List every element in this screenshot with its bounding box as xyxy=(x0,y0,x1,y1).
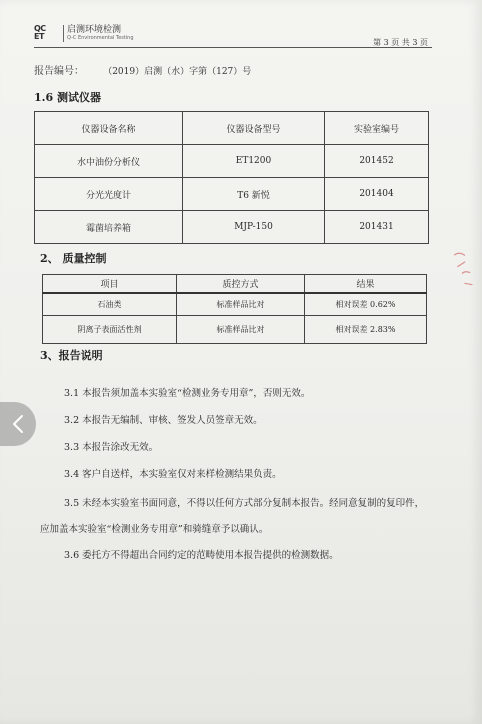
column-header: 仪器设备名称 xyxy=(35,112,183,145)
table-cell: 201404 xyxy=(325,178,429,211)
table-row xyxy=(35,145,429,178)
section-title-notes: 3、报告说明 xyxy=(40,349,103,362)
column-header: 质控方式 xyxy=(177,275,305,294)
company-subtitle: Q-C Environmental Testing xyxy=(67,34,134,41)
note-item: 3.6 委托方不得超出合同约定的范畴使用本报告提供的检测数据。 xyxy=(64,549,339,561)
logo-mark: QC ET xyxy=(34,24,46,41)
table-header-row xyxy=(35,112,429,145)
table-cell: 石油类 xyxy=(43,293,177,316)
company-logo xyxy=(34,24,134,42)
table-cell: MJP-150 xyxy=(183,211,325,244)
note-item: 3.5 未经本实验室书面同意，不得以任何方式部分复制本报告。经同意复制的复印件，应加盖本实验室“检测业务专用章”和骑缝章予以确认。 xyxy=(40,497,425,535)
seal-stamp-icon xyxy=(449,246,482,294)
table-cell: 201431 xyxy=(325,211,429,244)
note-item: 3.3 本报告涂改无效。 xyxy=(64,441,159,453)
section-title-quality-control: 2、 质量控制 xyxy=(40,252,107,265)
report-number xyxy=(34,62,251,77)
quality-control-table xyxy=(42,274,427,344)
table-cell: 分光光度计 xyxy=(35,178,183,211)
table-row xyxy=(35,211,429,244)
report-number-label: 报告编号： xyxy=(34,66,84,77)
company-name: 启测环境检测 xyxy=(67,24,122,35)
table-cell: 阴离子表面活性剂 xyxy=(43,316,177,344)
table-row xyxy=(35,178,429,211)
chevron-left-icon xyxy=(11,414,25,434)
table-cell: T6 新悦 xyxy=(183,178,325,211)
column-header: 项目 xyxy=(43,275,177,294)
table-cell: 201452 xyxy=(325,145,429,178)
table-cell: 标准样品比对 xyxy=(177,293,305,316)
table-cell: ET1200 xyxy=(183,145,325,178)
note-item: 3.1 本报告须加盖本实验室“检测业务专用章”，否则无效。 xyxy=(64,387,311,399)
table-row xyxy=(43,293,427,316)
column-header: 结果 xyxy=(305,275,427,294)
section-title-instruments: 1.6 测试仪器 xyxy=(34,91,101,104)
header-divider xyxy=(34,47,432,48)
table-cell: 相对误差 2.83% xyxy=(305,316,427,344)
table-cell: 霉菌培养箱 xyxy=(35,211,183,244)
table-row xyxy=(43,316,427,344)
column-header: 仪器设备型号 xyxy=(183,112,325,145)
page-number: 第 3 页 共 3 页 xyxy=(373,38,428,47)
note-item: 3.4 客户自送样，本实验室仅对来样检测结果负责。 xyxy=(64,468,282,480)
instruments-table xyxy=(34,111,429,244)
table-cell: 相对误差 0.62% xyxy=(305,293,427,316)
note-item: 3.2 本报告无编制、审核、签发人员签章无效。 xyxy=(64,414,263,426)
seal-stamp-fragment xyxy=(449,246,482,294)
report-number-value: （2019）启测（水）字第（127）号 xyxy=(103,67,252,77)
table-cell: 标准样品比对 xyxy=(177,316,305,344)
table-cell: 水中油份分析仪 xyxy=(35,145,183,178)
column-header: 实验室编号 xyxy=(325,112,429,145)
table-header-row xyxy=(43,275,427,294)
